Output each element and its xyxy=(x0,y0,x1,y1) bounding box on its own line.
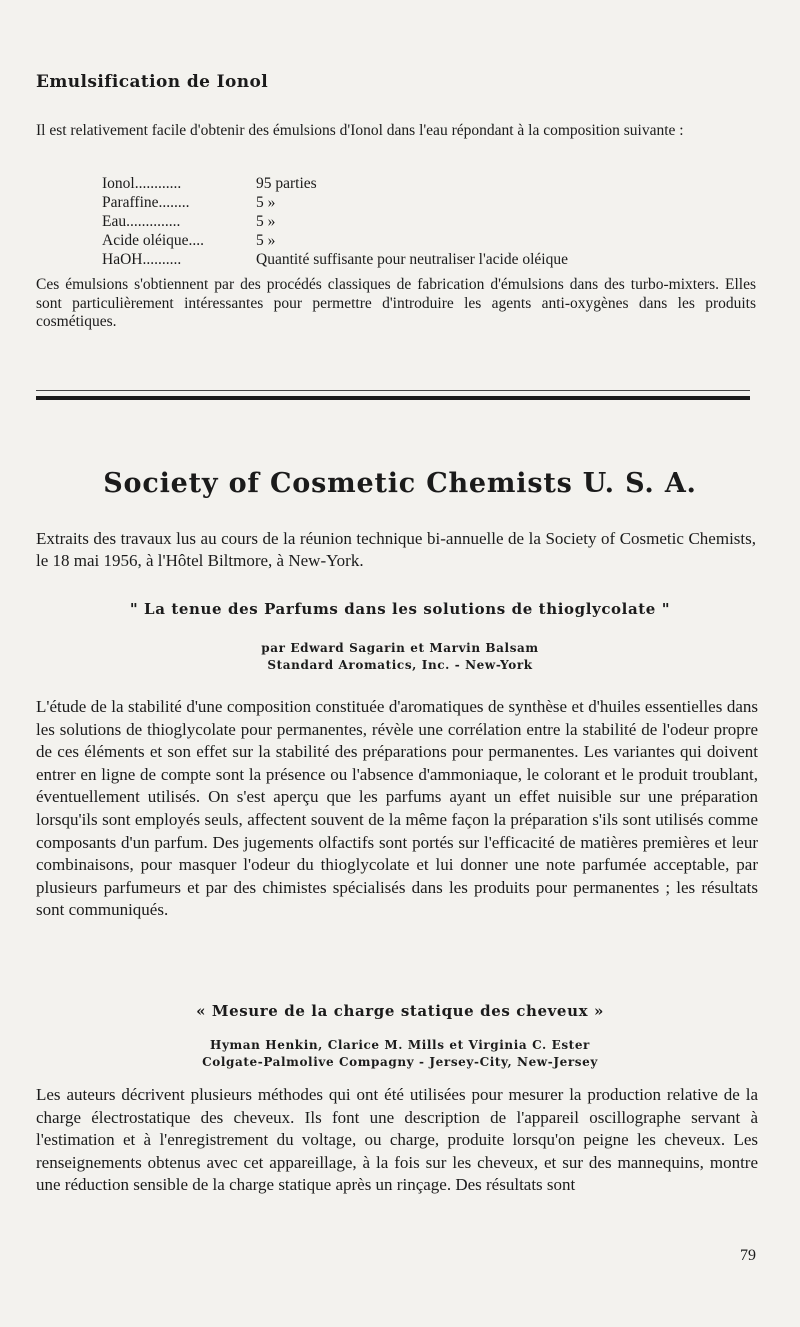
recipe-quantity: Quantité suffisante pour neutraliser l'acide oléique xyxy=(256,251,568,268)
recipe-ingredient: Acide oléique.... xyxy=(102,232,205,249)
section-divider-thin xyxy=(36,390,750,391)
article2-authors: Hyman Henkin, Clarice M. Mills et Virginia C. Ester xyxy=(210,1038,590,1052)
recipe-row xyxy=(102,174,568,193)
article1-affiliation: Standard Aromatics, Inc. - New-York xyxy=(267,658,533,672)
recipe-ingredient: HaOH.......... xyxy=(102,251,182,268)
society-intro: Extraits des travaux lus au cours de la réunion technique bi-annuelle de la Society of Cosmetic Chemists, le 18 mai 1956, à l'Hôtel Biltmore, à New-York. xyxy=(36,529,756,570)
society-heading: Society of Cosmetic Chemists U. S. A. xyxy=(103,468,697,499)
recipe-ingredient: Ionol............ xyxy=(102,175,182,192)
emulsification-intro: Il est relativement facile d'obtenir des émulsions d'Ionol dans l'eau répondant à la composition suivante : xyxy=(36,122,684,139)
recipe-quantity: 5 » xyxy=(256,232,276,249)
page-number: 79 xyxy=(740,1247,756,1264)
emulsification-closing: Ces émulsions s'obtiennent par des procédés classiques de fabrication d'émulsions dans des turbo-mixters. Elles sont particulièrement intéressantes pour permettre d'introduire les agents anti-oxygènes dans les produits cosmétiques. xyxy=(36,276,756,330)
recipe-row xyxy=(102,212,568,231)
recipe-quantity: 5 » xyxy=(256,194,276,211)
recipe-row xyxy=(102,193,568,212)
article1-title: " La tenue des Parfums dans les solutions de thioglycolate " xyxy=(129,600,671,618)
recipe-row xyxy=(102,250,568,269)
article1-authors: par Edward Sagarin et Marvin Balsam xyxy=(261,641,539,655)
article1-body: L'étude de la stabilité d'une composition constituée d'aromatiques de synthèse et d'huiles essentielles dans les solutions de thioglycolate pour permanentes, révèle une corrélation entre la stabilité de l'odeur propre de ces éléments et son effet sur la stabilité des préparations pour permanentes. Les variantes qui doivent entrer en ligne de compte sont la présence ou l'absence d'ammoniaque, le colorant et le produit troublant, éventuellement utilisés. On s'est aperçu que les parfums ayant un effet nuisible sur une préparation lorsqu'ils sont employés seuls, affectent souvent de la même façon la préparation s'ils sont utilisés comme composants d'un parfum. Des jugements olfactifs sont portés sur l'efficacité de matières premières et leur combinaisons, pour masquer l'odeur du thioglycolate et lui donner une note parfumée acceptable, par plusieurs parfumeurs et par des chimistes spécialisés dans les produits pour permanentes ; les résultats sont communiqués. xyxy=(36,697,758,920)
article2-affiliation: Colgate-Palmolive Compagny - Jersey-City, New-Jersey xyxy=(202,1055,598,1069)
recipe-row xyxy=(102,231,568,250)
recipe-quantity: 95 parties xyxy=(256,175,317,192)
recipe-table xyxy=(102,174,568,269)
recipe-ingredient: Paraffine........ xyxy=(102,194,190,211)
article2-body: Les auteurs décrivent plusieurs méthodes qui ont été utilisées pour mesurer la production relative de la charge électrostatique des cheveux. Ils font une description de l'appareil oscillographe servant à l'estimation et à l'enregistrement du voltage, ou charge, produite lorsqu'on peigne les cheveux. Les renseignements obtenus avec cet appareillage, à la fois sur les cheveux, et sur des mannequins, montre une réduction sensible de la charge statique après un rinçage. Des résultats sont xyxy=(36,1085,758,1195)
recipe-ingredient: Eau.............. xyxy=(102,213,181,230)
emulsification-heading: Emulsification de Ionol xyxy=(36,72,269,92)
section-divider xyxy=(36,396,750,400)
article2-title: « Mesure de la charge statique des cheveux » xyxy=(196,1002,604,1020)
recipe-quantity: 5 » xyxy=(256,213,276,230)
